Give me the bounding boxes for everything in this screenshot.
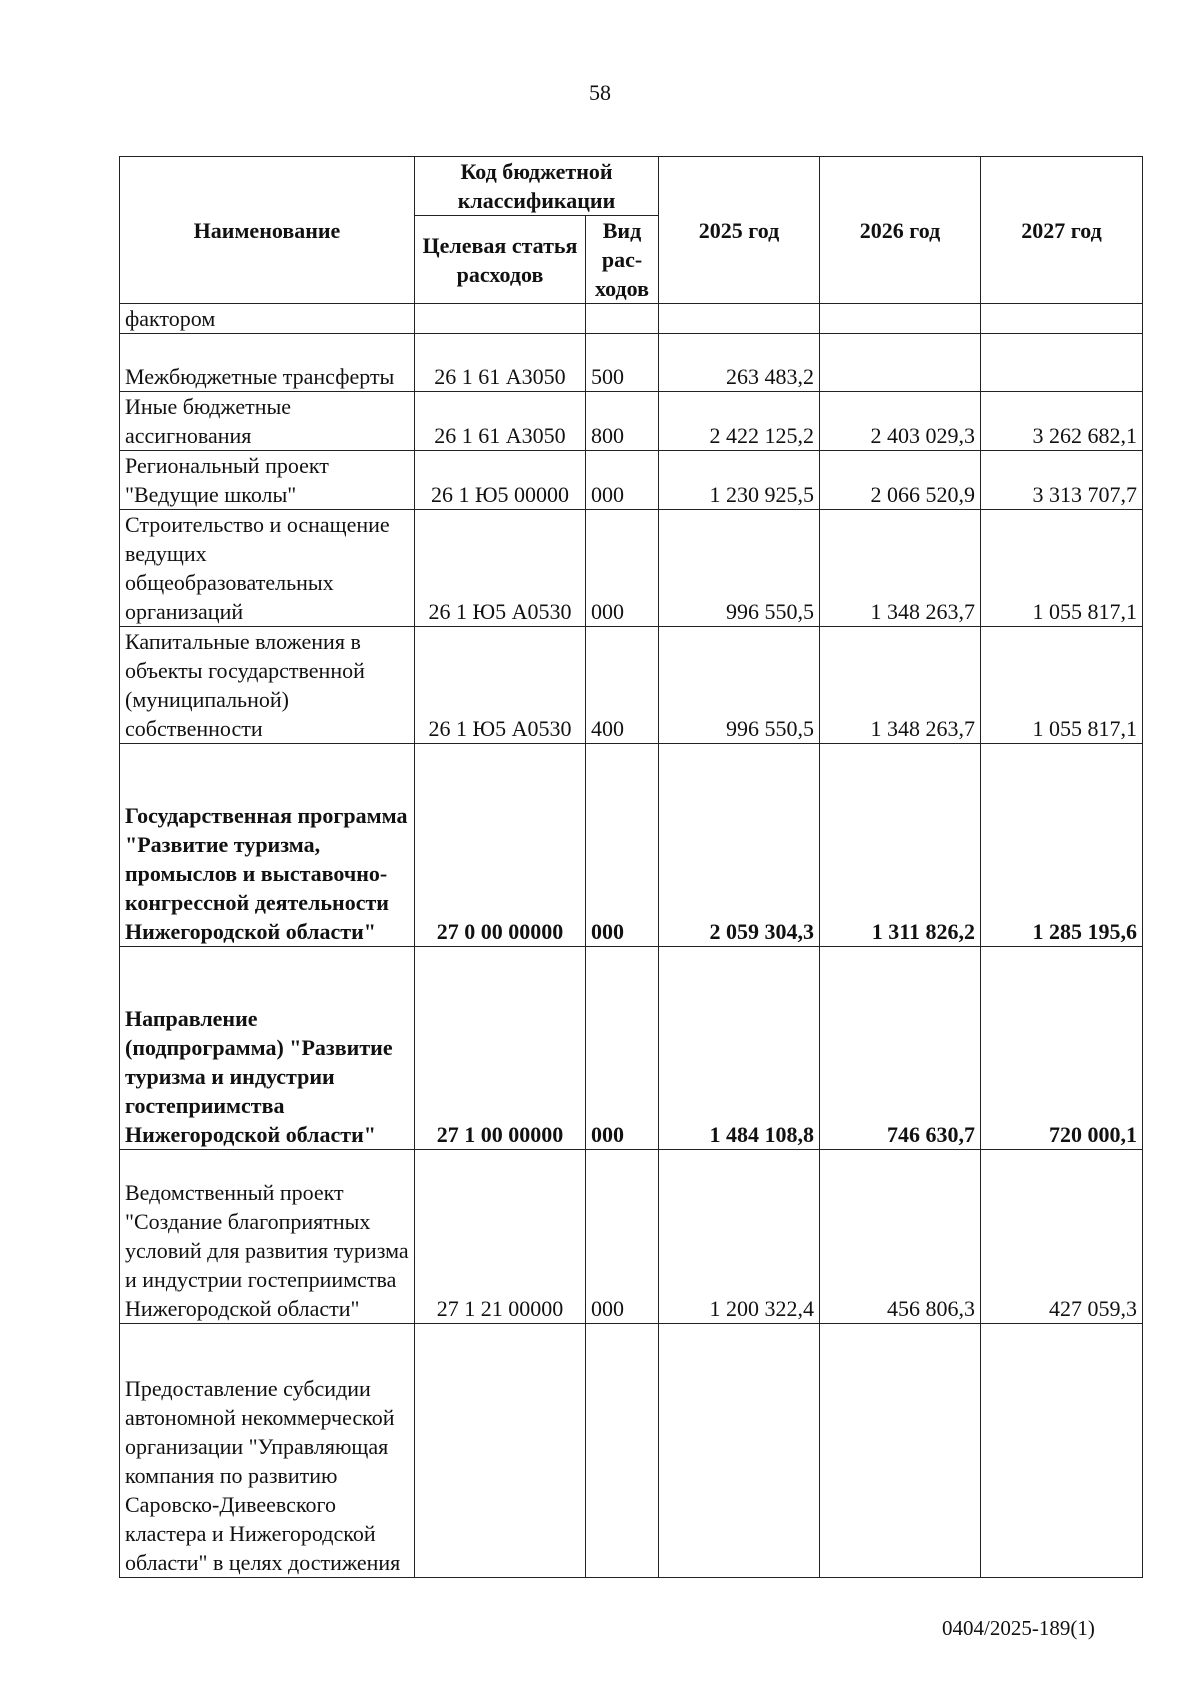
row-value-2027: 427 059,3 xyxy=(981,1150,1143,1324)
row-value-2026: 2 066 520,9 xyxy=(820,451,981,510)
row-value-2026 xyxy=(820,304,981,334)
budget-table xyxy=(119,156,1143,1578)
row-value-2027 xyxy=(981,304,1143,334)
row-target-article xyxy=(415,1324,586,1578)
row-value-2026 xyxy=(820,334,981,392)
row-value-2027: 720 000,1 xyxy=(981,947,1143,1150)
row-value-2025: 2 422 125,2 xyxy=(659,392,820,451)
row-value-2027: 1 285 195,6 xyxy=(981,744,1143,947)
row-target-article: 26 1 61 А3050 xyxy=(415,334,586,392)
row-target-article: 26 1 Ю5 А0530 xyxy=(415,510,586,627)
table-row xyxy=(120,451,1143,510)
row-expense-type xyxy=(586,304,659,334)
row-value-2027: 3 262 682,1 xyxy=(981,392,1143,451)
row-name: Строительство и оснащение ведущих общеобразовательных организаций xyxy=(120,510,415,627)
row-expense-type: 400 xyxy=(586,627,659,744)
table-row xyxy=(120,510,1143,627)
row-value-2027 xyxy=(981,334,1143,392)
row-name: Иные бюджетные ассигнования xyxy=(120,392,415,451)
row-value-2025: 2 059 304,3 xyxy=(659,744,820,947)
table-row xyxy=(120,334,1143,392)
row-target-article xyxy=(415,304,586,334)
table-row xyxy=(120,1150,1143,1324)
row-expense-type: 000 xyxy=(586,510,659,627)
header-row-top xyxy=(120,157,1143,216)
row-expense-type: 800 xyxy=(586,392,659,451)
row-value-2026: 1 348 263,7 xyxy=(820,627,981,744)
row-value-2025: 996 550,5 xyxy=(659,510,820,627)
row-expense-type: 500 xyxy=(586,334,659,392)
row-name: Региональный проект "Ведущие школы" xyxy=(120,451,415,510)
row-value-2026: 1 311 826,2 xyxy=(820,744,981,947)
table-row xyxy=(120,744,1143,947)
row-expense-type: 000 xyxy=(586,947,659,1150)
header-expense-type: Вид рас-ходов xyxy=(586,216,659,304)
table-body xyxy=(120,304,1143,1578)
row-expense-type: 000 xyxy=(586,1150,659,1324)
table-row xyxy=(120,947,1143,1150)
row-expense-type: 000 xyxy=(586,744,659,947)
row-value-2027 xyxy=(981,1324,1143,1578)
row-value-2026: 1 348 263,7 xyxy=(820,510,981,627)
row-value-2027: 3 313 707,7 xyxy=(981,451,1143,510)
row-name: фактором xyxy=(120,304,415,334)
row-expense-type xyxy=(586,1324,659,1578)
table-row xyxy=(120,627,1143,744)
row-value-2025: 1 484 108,8 xyxy=(659,947,820,1150)
row-value-2025: 1 200 322,4 xyxy=(659,1150,820,1324)
header-budget-code: Код бюджетной классификации xyxy=(415,157,659,216)
row-value-2026: 2 403 029,3 xyxy=(820,392,981,451)
row-target-article: 27 0 00 00000 xyxy=(415,744,586,947)
row-target-article: 26 1 Ю5 А0530 xyxy=(415,627,586,744)
row-value-2025: 1 230 925,5 xyxy=(659,451,820,510)
row-target-article: 27 1 21 00000 xyxy=(415,1150,586,1324)
row-target-article: 26 1 Ю5 00000 xyxy=(415,451,586,510)
row-target-article: 26 1 61 А3050 xyxy=(415,392,586,451)
row-value-2026: 746 630,7 xyxy=(820,947,981,1150)
header-year-2026: 2026 год xyxy=(820,157,981,304)
row-name: Капитальные вложения в объекты государственной (муниципальной) собственности xyxy=(120,627,415,744)
header-target-article: Целевая статья расходов xyxy=(415,216,586,304)
table-row xyxy=(120,304,1143,334)
header-year-2027: 2027 год xyxy=(981,157,1143,304)
table-row xyxy=(120,1324,1143,1578)
row-name: Межбюджетные трансферты xyxy=(120,334,415,392)
row-target-article: 27 1 00 00000 xyxy=(415,947,586,1150)
footer-document-code: 0404/2025-189(1) xyxy=(942,1616,1095,1640)
row-value-2026 xyxy=(820,1324,981,1578)
row-value-2025: 263 483,2 xyxy=(659,334,820,392)
row-name: Ведомственный проект "Создание благоприятных условий для развития туризма и индустрии гостеприимства Нижегородской области" xyxy=(120,1150,415,1324)
header-year-2025: 2025 год xyxy=(659,157,820,304)
row-expense-type: 000 xyxy=(586,451,659,510)
row-value-2027: 1 055 817,1 xyxy=(981,510,1143,627)
row-value-2026: 456 806,3 xyxy=(820,1150,981,1324)
row-name: Предоставление субсидии автономной некоммерческой организации "Управляющая компания по развитию Саровско-Дивеевского кластера и Нижегородской области" в целях достижения xyxy=(120,1324,415,1578)
header-name: Наименование xyxy=(120,157,415,304)
row-value-2027: 1 055 817,1 xyxy=(981,627,1143,744)
row-value-2025 xyxy=(659,304,820,334)
page-number: 58 xyxy=(589,80,611,105)
table-row xyxy=(120,392,1143,451)
row-value-2025 xyxy=(659,1324,820,1578)
row-value-2025: 996 550,5 xyxy=(659,627,820,744)
row-name: Направление (подпрограмма) "Развитие туризма и индустрии гостеприимства Нижегородской области" xyxy=(120,947,415,1150)
row-name: Государственная программа "Развитие туризма, промыслов и выставочно-конгрессной деятельности Нижегородской области" xyxy=(120,744,415,947)
